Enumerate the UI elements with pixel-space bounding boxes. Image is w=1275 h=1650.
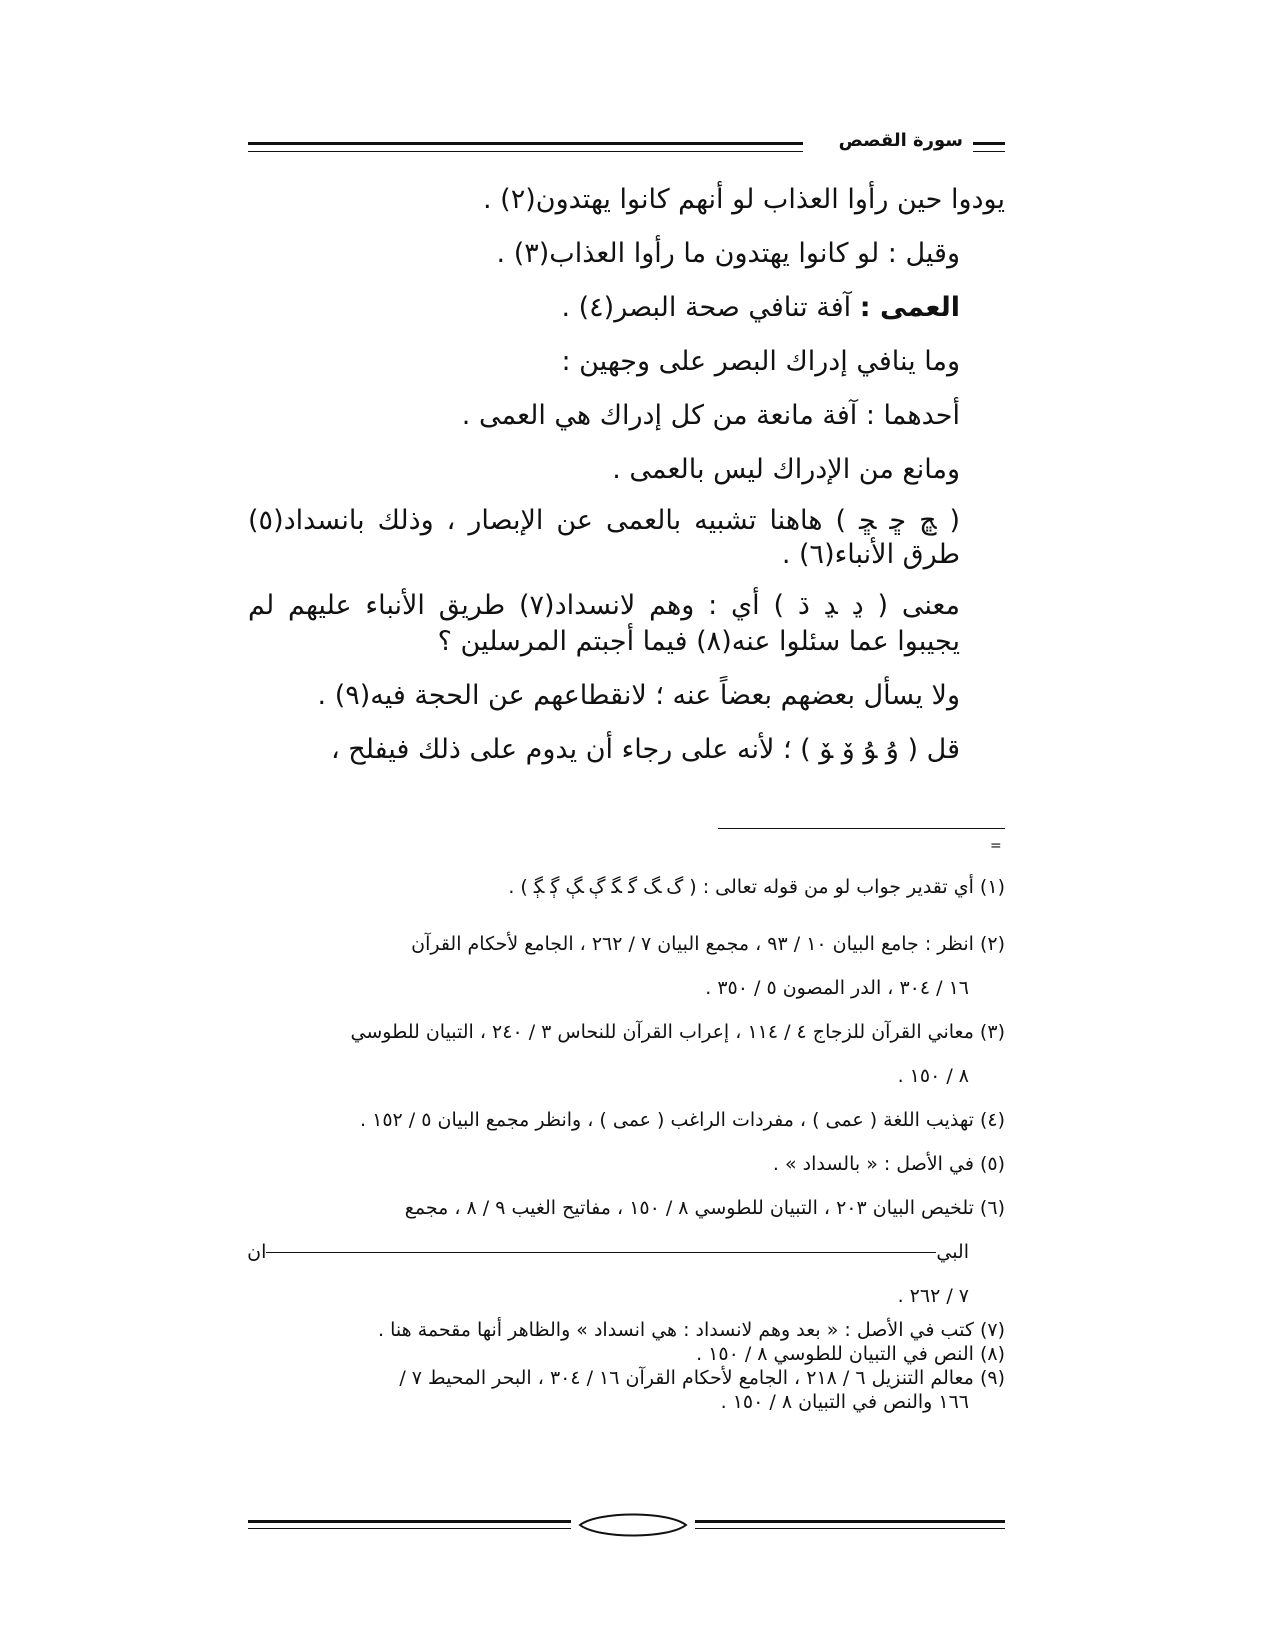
text-line-5: أحدهما : آفة مانعة من كل إدراك هي العمى . — [461, 400, 960, 431]
footer-rule-left — [248, 1520, 571, 1529]
footnote-6: (٦) تلخيص البيان ٢٠٣ ، التبيان للطوسي ٨ / ١٥٠ ، مفاتيح الغيب ٩ / ٨ ، مجمع — [404, 1197, 1005, 1219]
text-line-2: وقيل : لو كانوا يهتدون ما رأوا العذاب(٣) . — [496, 238, 960, 269]
footnote-separator — [718, 828, 1005, 829]
main-text — [248, 180, 1005, 784]
text-line-3-body: آفة تنافي صحة البصر(٤) . — [561, 292, 852, 323]
text-line-1: يودوا حين رأوا العذاب لو أنهم كانوا يهتدون(٢) . — [483, 184, 1005, 215]
footnotes — [248, 872, 1005, 1414]
kashida-line — [266, 1252, 936, 1253]
footer-rule-right — [695, 1520, 1005, 1529]
footnote-2-cont: ١٦ / ٣٠٤ ، الدر المصون ٥ / ٣٥٠ . — [705, 977, 969, 999]
surah-title: سورة القصص — [838, 130, 963, 151]
header-rule-right — [973, 142, 1005, 152]
footnote-3-cont: ٨ / ١٥٠ . — [897, 1065, 969, 1087]
page-footer-ornament — [248, 1512, 1005, 1542]
footnote-6-word-end: ان — [247, 1241, 267, 1263]
footnote-6-word-start: البي — [936, 1241, 969, 1263]
text-line-6: ومانع من الإدراك ليس بالعمى . — [612, 454, 960, 485]
footnote-3: (٣) معاني القرآن للزجاج ٤ / ١١٤ ، إعراب القرآن للنحاس ٣ / ٢٤٠ ، التبيان للطوسي — [350, 1021, 1005, 1043]
page-number-frame — [578, 1512, 688, 1538]
text-line-9: ولا يسأل بعضهم بعضاً عنه ؛ لانقطاعهم عن الحجة فيه(٩) . — [317, 680, 960, 711]
text-line-3 — [248, 288, 1005, 342]
footnote-1: (١) أي تقدير جواب لو من قوله تعالى : ( ﮒ ﮓ ﮔ ﮕ ﮖ ﮗ ﮘ ﮙ ) . — [508, 876, 1005, 898]
footnote-7: (٧) كتب في الأصل : « بعد وهم لانسداد : هي انسداد » والظاهر أنها مقحمة هنا . — [378, 1319, 1005, 1341]
text-paragraph-8: معنى ( ﮂ ﮃ ﮄ ) أي : وهم لانسداد(٧) طريق الأنباء عليهم لم يجيبوا عما سئلوا عنه(٨) فيما أجبتم المرسلين ؟ — [248, 590, 960, 657]
footnote-4: (٤) تهذيب اللغة ( عمى ) ، مفردات الراغب ( عمى ) ، وانظر مجمع البيان ٥ / ١٥٢ . — [360, 1109, 1005, 1131]
footnote-6-cont — [248, 1230, 1005, 1274]
page-header — [248, 130, 1005, 160]
continuation-mark: = — [990, 838, 1002, 854]
footnote-8: (٨) النص في التبيان للطوسي ٨ / ١٥٠ . — [696, 1343, 1005, 1365]
text-line-10: قل ( ﯗ ﯘ ﯙ ﯚ ) ؛ لأنه على رجاء أن يدوم على ذلك فيفلح ، — [330, 734, 960, 765]
footnote-9: (٩) معالم التنزيل ٦ / ٢١٨ ، الجامع لأحكام القرآن ١٦ / ٣٠٤ ، البحر المحيط ٧ / — [399, 1367, 1005, 1389]
footnote-9-cont: ١٦٦ والنص في التبيان ٨ / ١٥٠ . — [720, 1391, 969, 1413]
bold-term: العمى : — [859, 292, 960, 323]
text-paragraph-7: ( ﭿ ﮀ ﮁ ) هاهنا تشبيه بالعمى عن الإبصار ، وذلك بانسداد(٥) طرق الأنباء(٦) . — [248, 505, 960, 570]
footnote-2: (٢) انظر : جامع البيان ١٠ / ٩٣ ، مجمع البيان ٧ / ٢٦٢ ، الجامع لأحكام القرآن — [411, 933, 1005, 955]
text-line-4: وما ينافي إدراك البصر على وجهين : — [561, 346, 960, 377]
footnote-6-cont-2: ٧ / ٢٦٢ . — [897, 1285, 969, 1307]
header-rule-left — [248, 142, 803, 152]
footnote-5: (٥) في الأصل : « بالسداد » . — [772, 1153, 1005, 1175]
